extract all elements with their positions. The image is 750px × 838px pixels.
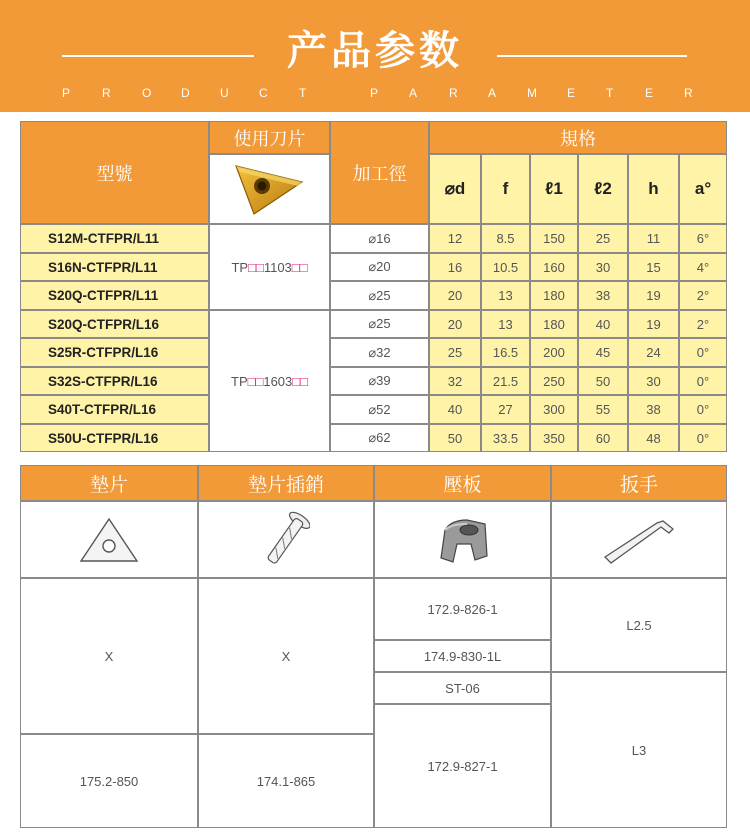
insert-code-boxes2: □□: [292, 373, 308, 389]
spec-value: 11: [628, 224, 679, 253]
spec-value: 150: [530, 224, 578, 253]
spec-value: 15: [628, 253, 679, 281]
insert-code: [209, 310, 330, 452]
spec-value: 180: [530, 310, 578, 338]
clamp-value: 172.9-826-1: [374, 578, 551, 640]
spec-value: 0°: [679, 424, 727, 452]
spec-value: 32: [429, 367, 481, 395]
spec-col-5: a°: [679, 154, 727, 224]
spec-col-4: h: [628, 154, 679, 224]
subtitle-letter: D: [181, 86, 190, 100]
accessory-header-3: 扳手: [551, 465, 727, 501]
model-cell: S25R-CTFPR/L16: [20, 338, 209, 367]
subtitle-letter: C: [259, 86, 268, 100]
spec-col-1: f: [481, 154, 530, 224]
subtitle-letter: A: [488, 86, 497, 100]
subtitle-letter: P: [62, 86, 71, 100]
spec-col-2: ℓ1: [530, 154, 578, 224]
insert-image: [209, 154, 330, 224]
spec-value: 10.5: [481, 253, 530, 281]
diameter-cell: ⌀32: [330, 338, 429, 367]
insert-code-boxes: □□: [248, 259, 264, 275]
spec-value: 45: [578, 338, 628, 367]
spec-value: 20: [429, 310, 481, 338]
spec-header: 規格: [429, 121, 727, 154]
accessory-header-2: 壓板: [374, 465, 551, 501]
spec-value: 27: [481, 395, 530, 424]
subtitle-letter: U: [220, 86, 229, 100]
model-cell: S20Q-CTFPR/L11: [20, 281, 209, 310]
model-cell: S16N-CTFPR/L11: [20, 253, 209, 281]
spec-value: 55: [578, 395, 628, 424]
spec-value: 0°: [679, 395, 727, 424]
hex-wrench-icon: [599, 513, 679, 567]
insert-code-mid: 1603: [263, 373, 293, 389]
diameter-cell: ⌀52: [330, 395, 429, 424]
wrench-value: L3: [551, 672, 727, 828]
diameter-cell: ⌀16: [330, 224, 429, 253]
spec-value: 38: [628, 395, 679, 424]
shim-bottom-value: 175.2-850: [20, 734, 198, 828]
spec-value: 40: [578, 310, 628, 338]
diameter-header: 加工徑: [330, 121, 429, 224]
subtitle-letter: M: [527, 86, 537, 100]
spec-value: 160: [530, 253, 578, 281]
spec-value: 25: [429, 338, 481, 367]
spec-value: 19: [628, 310, 679, 338]
spec-value: 6°: [679, 224, 727, 253]
spec-value: 13: [481, 281, 530, 310]
spec-value: 16.5: [481, 338, 530, 367]
insert-code-prefix: TP: [231, 259, 249, 275]
clamp-value: 172.9-827-1: [374, 704, 551, 828]
shim-pin-icon: [262, 508, 310, 572]
spec-value: 2°: [679, 310, 727, 338]
spec-value: 40: [429, 395, 481, 424]
shim-icon: [77, 515, 141, 565]
spec-value: 21.5: [481, 367, 530, 395]
subtitle-letter: R: [102, 86, 111, 100]
diameter-cell: ⌀25: [330, 310, 429, 338]
spec-value: 0°: [679, 367, 727, 395]
spec-value: 180: [530, 281, 578, 310]
spec-value: 50: [578, 367, 628, 395]
spec-col-3: ℓ2: [578, 154, 628, 224]
diameter-cell: ⌀62: [330, 424, 429, 452]
accessory-image-3: [551, 501, 727, 578]
spec-value: 25: [578, 224, 628, 253]
spec-value: 19: [628, 281, 679, 310]
spec-value: 4°: [679, 253, 727, 281]
spec-value: 16: [429, 253, 481, 281]
subtitle-letter: P: [370, 86, 379, 100]
subtitle-letter: O: [142, 86, 152, 100]
shim-top-value: X: [20, 578, 198, 734]
accessory-image-2: [374, 501, 551, 578]
model-header: 型號: [20, 121, 209, 224]
triangular-insert-icon: [232, 160, 308, 218]
diameter-cell: ⌀20: [330, 253, 429, 281]
subtitle-letter: E: [567, 86, 576, 100]
spec-value: 38: [578, 281, 628, 310]
insert-code: [209, 224, 330, 310]
spec-value: 30: [628, 367, 679, 395]
model-cell: S40T-CTFPR/L16: [20, 395, 209, 424]
subtitle-letter: A: [409, 86, 418, 100]
insert-code-boxes2: □□: [291, 259, 308, 275]
spec-value: 8.5: [481, 224, 530, 253]
subtitle-letter: T: [606, 86, 614, 100]
insert-code-prefix: TP: [231, 373, 248, 389]
spec-value: 300: [530, 395, 578, 424]
subtitle-letter: R: [449, 86, 458, 100]
diameter-cell: ⌀39: [330, 367, 429, 395]
spec-value: 48: [628, 424, 679, 452]
spec-value: 0°: [679, 338, 727, 367]
pin-bottom-value: 174.1-865: [198, 734, 374, 828]
diameter-cell: ⌀25: [330, 281, 429, 310]
clamp-value: 174.9-830-1L: [374, 640, 551, 672]
spec-value: 200: [530, 338, 578, 367]
banner-rule-right: [497, 55, 687, 57]
insert-code-boxes: □□: [247, 373, 264, 389]
header-banner: [0, 0, 750, 112]
subtitle-letter: R: [684, 86, 693, 100]
subtitle-letter: T: [299, 86, 307, 100]
subtitle-letter: E: [645, 86, 654, 100]
spec-value: 24: [628, 338, 679, 367]
spec-value: 350: [530, 424, 578, 452]
wrench-value: L2.5: [551, 578, 727, 672]
clamp-value: ST-06: [374, 672, 551, 704]
spec-value: 250: [530, 367, 578, 395]
spec-value: 20: [429, 281, 481, 310]
insert-header: 使用刀片: [209, 121, 330, 154]
spec-value: 12: [429, 224, 481, 253]
accessory-image-1: [198, 501, 374, 578]
page-title: 产品参数: [287, 28, 463, 74]
accessory-image-0: [20, 501, 198, 578]
model-cell: S12M-CTFPR/L11: [20, 224, 209, 253]
model-cell: S50U-CTFPR/L16: [20, 424, 209, 452]
accessory-header-0: 墊片: [20, 465, 198, 501]
spec-value: 13: [481, 310, 530, 338]
model-cell: S32S-CTFPR/L16: [20, 367, 209, 395]
model-cell: S20Q-CTFPR/L16: [20, 310, 209, 338]
spec-col-0: ⌀d: [429, 154, 481, 224]
clamp-icon: [431, 510, 495, 570]
spec-value: 60: [578, 424, 628, 452]
insert-code-mid: 1103: [263, 259, 292, 275]
pin-top-value: X: [198, 578, 374, 734]
accessory-header-1: 墊片插銷: [198, 465, 374, 501]
spec-value: 30: [578, 253, 628, 281]
spec-value: 33.5: [481, 424, 530, 452]
spec-value: 50: [429, 424, 481, 452]
spec-value: 2°: [679, 281, 727, 310]
